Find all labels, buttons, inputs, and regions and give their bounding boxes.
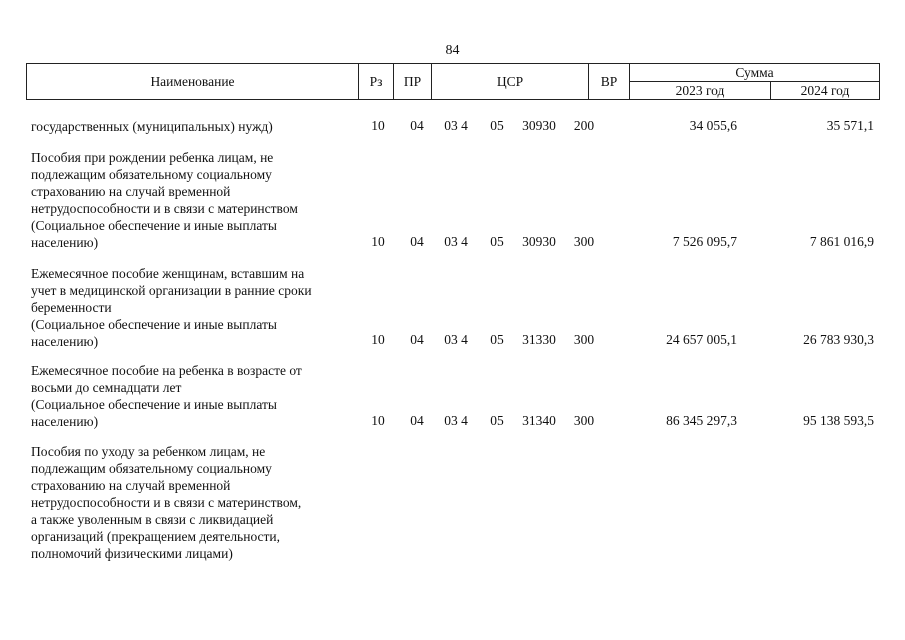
table-header — [26, 63, 880, 100]
header-name: Наименование — [27, 64, 359, 99]
header-year-2023: 2023 год — [630, 82, 771, 99]
row-name: государственных (муниципальных) нужд) — [31, 119, 273, 134]
row-name: Ежемесячное пособие на ребенка в возрасте от восьми до семнадцати лет (Социальное обеспечение и иные выплаты населению) — [31, 363, 302, 429]
row-vr: 300 — [573, 332, 595, 347]
row-sum-2024: 26 783 930,3 — [803, 332, 874, 347]
row-rz: 10 — [371, 413, 385, 428]
row-pr: 04 — [410, 413, 424, 428]
row-name: Ежемесячное пособие женщинам, вставшим на учет в медицинской организации в ранние сроки беременности (Социальное обеспечение и иные выплаты населению) — [31, 266, 312, 349]
row-sum-2024: 7 861 016,9 — [809, 234, 874, 249]
row-csr-program: 03 4 — [444, 332, 468, 347]
row-sum-2023: 7 526 095,7 — [672, 234, 737, 249]
row-vr: 300 — [573, 413, 595, 428]
row-csr-code: 30930 — [522, 234, 556, 249]
row-sum-2023: 24 657 005,1 — [666, 332, 737, 347]
page-number: 84 — [445, 43, 460, 58]
row-csr-code: 31340 — [522, 413, 556, 428]
row-name: Пособия по уходу за ребенком лицам, не подлежащим обязательному социальному страхованию на случай временной нетрудоспособности и в связи с материнством, а также уволенным в связи с ликвидацией организаций (прекращением деятельности, полномочий физическими лицами) — [31, 444, 302, 561]
row-pr: 04 — [410, 234, 424, 249]
row-rz: 10 — [371, 118, 385, 133]
row-sum-2023: 34 055,6 — [689, 118, 737, 133]
header-year-2024: 2024 год — [800, 82, 850, 98]
row-vr: 200 — [573, 118, 595, 133]
header-csr: ЦСР — [432, 64, 589, 99]
row-name: Пособия при рождении ребенка лицам, не подлежащим обязательному социальному страхованию на случай временной нетрудоспособности и в связи с материнством (Социальное обеспечение и иные выплаты населению) — [31, 150, 298, 250]
row-vr: 300 — [573, 234, 595, 249]
row-csr-section: 05 — [490, 234, 504, 249]
row-sum-2024: 95 138 593,5 — [803, 413, 874, 428]
header-pr: ПР — [394, 64, 432, 99]
header-sum: Сумма — [630, 64, 879, 82]
row-sum-2024: 35 571,1 — [826, 118, 874, 133]
row-csr-program: 03 4 — [444, 234, 468, 249]
row-csr-program: 03 4 — [444, 118, 468, 133]
header-rz: Рз — [359, 64, 394, 99]
row-csr-section: 05 — [490, 332, 504, 347]
row-rz: 10 — [371, 332, 385, 347]
row-csr-section: 05 — [490, 118, 504, 133]
header-vr: ВР — [589, 64, 630, 99]
row-csr-section: 05 — [490, 413, 504, 428]
row-csr-code: 31330 — [522, 332, 556, 347]
row-sum-2023: 86 345 297,3 — [666, 413, 737, 428]
row-rz: 10 — [371, 234, 385, 249]
row-csr-program: 03 4 — [444, 413, 468, 428]
row-csr-code: 30930 — [522, 118, 556, 133]
row-pr: 04 — [410, 118, 424, 133]
row-pr: 04 — [410, 332, 424, 347]
